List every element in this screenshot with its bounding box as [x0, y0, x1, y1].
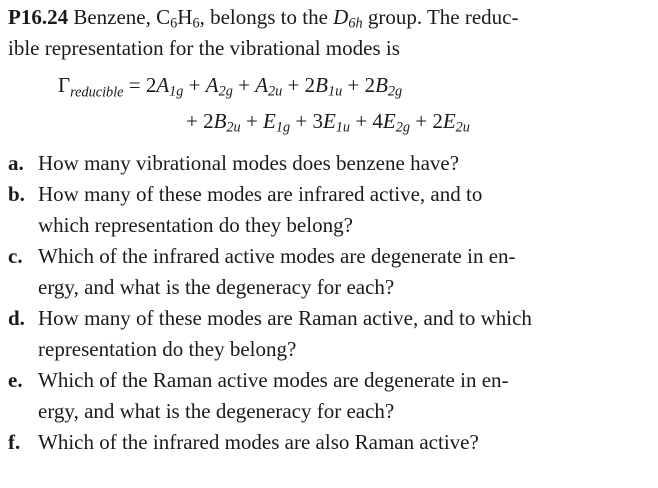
term-subscript: 2g — [395, 119, 410, 136]
equation-term — [240, 109, 291, 136]
question-text-line: ergy, and what is the degeneracy for each? — [38, 399, 395, 423]
term-symbol: B — [213, 109, 227, 133]
equation-term — [350, 109, 410, 136]
term-coefficient: + — [183, 73, 206, 97]
term-coefficient: + 4 — [350, 109, 383, 133]
term-coefficient: + — [232, 73, 256, 97]
question-text-line: Which of the infrared modes are also Raman active? — [38, 430, 479, 454]
equation-row-2 — [186, 106, 470, 137]
term-symbol: A — [156, 73, 170, 97]
term-coefficient: + 2 — [186, 109, 214, 133]
equation-term — [410, 109, 470, 136]
question-text-line: which representation do they belong? — [38, 213, 353, 237]
question-item — [8, 148, 648, 179]
gamma-symbol: Γ — [58, 73, 71, 97]
intro-text-c: , belongs to the — [199, 5, 334, 29]
question-letter: c. — [8, 244, 23, 268]
question-item — [8, 179, 648, 241]
equation-term — [186, 109, 241, 136]
term-symbol: E — [263, 109, 276, 133]
intro-text-b: H — [177, 5, 193, 29]
question-item — [8, 427, 648, 458]
gamma-subscript: reducible — [70, 84, 124, 101]
term-subscript: 2u — [226, 119, 241, 136]
equation-term — [342, 73, 403, 100]
equation-row-1 — [58, 70, 402, 108]
carbon-subscript: 6 — [170, 15, 178, 32]
term-subscript: 2u — [268, 83, 283, 100]
question-text-line: representation do they belong? — [38, 337, 297, 361]
term-subscript: 2u — [455, 119, 470, 136]
question-letter: b. — [8, 182, 25, 206]
term-subscript: 2g — [218, 83, 233, 100]
problem-intro — [8, 0, 648, 64]
term-symbol: A — [255, 73, 269, 97]
question-text-line: ergy, and what is the degeneracy for each? — [38, 275, 395, 299]
term-coefficient: + 2 — [282, 73, 316, 97]
problem-block — [8, 0, 648, 458]
question-item — [8, 241, 648, 303]
equation-term — [183, 73, 233, 100]
term-subscript: 1u — [327, 83, 343, 100]
equation-term — [290, 109, 351, 136]
term-subscript: 1g — [275, 119, 291, 136]
question-item — [8, 303, 648, 365]
problem-number: P16.24 — [8, 5, 69, 29]
question-letter: e. — [8, 368, 23, 392]
question-letter: f. — [8, 430, 21, 454]
equation-term — [282, 73, 343, 100]
term-coefficient: = 2 — [123, 73, 157, 97]
term-subscript: 1u — [335, 119, 351, 136]
question-text-line: How many vibrational modes does benzene have? — [38, 151, 460, 175]
term-symbol: E — [382, 109, 396, 133]
term-coefficient: + — [240, 109, 264, 133]
term-symbol: E — [442, 109, 456, 133]
question-letter: d. — [8, 306, 25, 330]
intro-text-a: Benzene, C — [68, 5, 171, 29]
term-symbol: B — [375, 73, 388, 97]
question-letter: a. — [8, 151, 24, 175]
intro-text-e: group. The reduc- — [362, 5, 519, 29]
question-text-line: How many of these modes are infrared active, and to — [38, 182, 483, 206]
row1-terms — [123, 73, 403, 100]
term-coefficient: + 2 — [410, 109, 443, 133]
term-symbol: E — [322, 109, 336, 133]
equation-term — [123, 73, 184, 100]
question-text-line: Which of the infrared active modes are degenerate in en- — [38, 244, 516, 268]
point-group-symbol: D — [333, 5, 349, 29]
question-text-line: Which of the Raman active modes are degenerate in en- — [38, 368, 509, 392]
hydrogen-subscript: 6 — [192, 15, 200, 32]
term-subscript: 1g — [169, 83, 184, 100]
term-coefficient: + 3 — [290, 109, 323, 133]
term-symbol: B — [315, 73, 328, 97]
intro-text-line2: ible representation for the vibrational modes is — [8, 36, 400, 60]
term-subscript: 2g — [387, 83, 403, 100]
point-group-subscript: 6h — [348, 15, 363, 32]
equation-term — [232, 73, 283, 100]
question-item — [8, 365, 648, 427]
term-coefficient: + 2 — [342, 73, 376, 97]
question-list — [8, 148, 648, 458]
reducible-representation-equation — [8, 70, 648, 144]
term-symbol: A — [205, 73, 219, 97]
question-text-line: How many of these modes are Raman active, and to which — [38, 306, 532, 330]
